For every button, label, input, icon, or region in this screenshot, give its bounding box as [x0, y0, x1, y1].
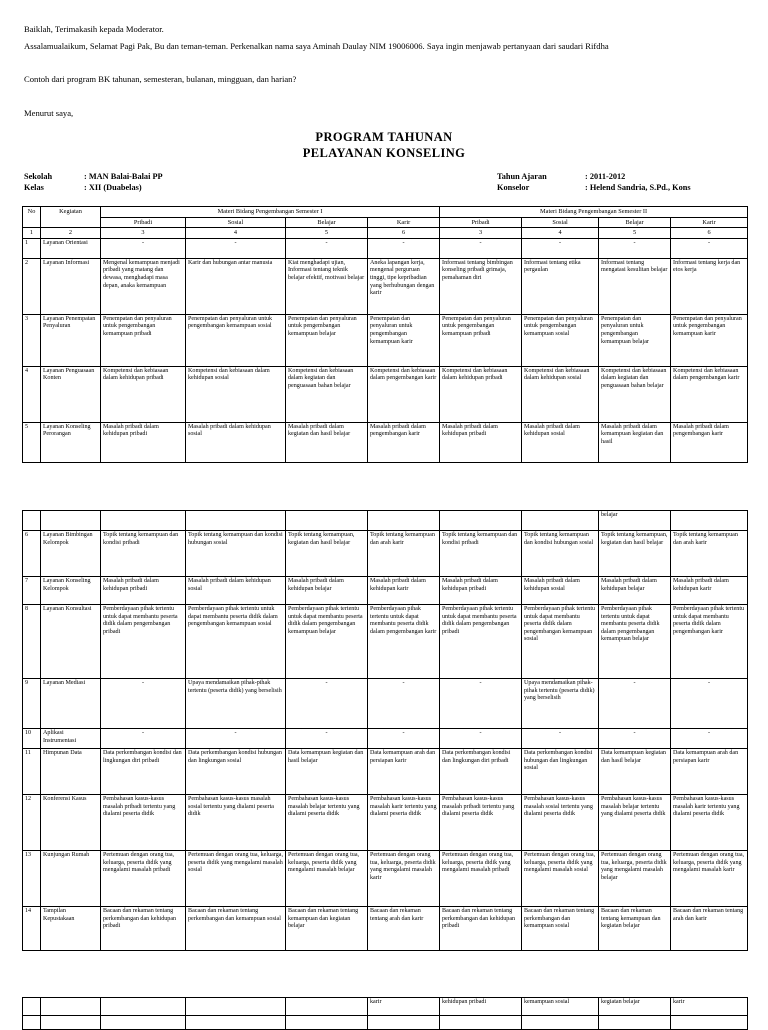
table-cell: Pemberdayaan pihak tertentu untuk dapat membantu peserta didik dalam pengembangan kemampuan belajar [599, 605, 671, 679]
table-row [23, 1016, 748, 1030]
table-row [23, 238, 748, 258]
table-cell: Topik tentang kemampuan, kegiatan dan hasil belajar [286, 531, 368, 577]
table-cell: Masalah pribadi dalam kehidupan pribadi [440, 422, 522, 462]
table-cell: Pemberdayaan pihak tertentu untuk dapat membantu peserta didik dalam pengembangan karir [671, 605, 748, 679]
table-cell: - [368, 238, 440, 258]
table-row [23, 749, 748, 795]
header-number: 2 [41, 228, 101, 239]
header-semester-1: Materi Bidang Pengembangan Semester I [101, 207, 440, 218]
kegiatan-name: Layanan Konsultasi [41, 605, 101, 679]
table-row [23, 729, 748, 749]
program-table-page-3 [22, 997, 748, 1030]
header-number: 6 [671, 228, 748, 239]
table-cell: Data perkembangan kondisi hubungan dan lingkungan sosial [186, 749, 286, 795]
header-number: 1 [23, 228, 41, 239]
kegiatan-name: Layanan Mediasi [41, 679, 101, 729]
document-subtitle: PELAYANAN KONSELING [302, 146, 466, 160]
table-row [23, 422, 748, 462]
table-cell: kegiatan belajar [599, 998, 671, 1016]
table-cell: Kompetensi dan kebiasaan dalam kehidupan pribadi [101, 366, 186, 422]
table-cell: Kompetensi dan kebiasaan dalam kegiatan dan penguasaan bahan belajar [286, 366, 368, 422]
table-cell: Topik tentang kemampuan, kegiatan dan hasil belajar [599, 531, 671, 577]
tahun-ajaran-label: Tahun Ajaran [497, 172, 547, 181]
table-cell: Kompetensi dan kebiasaan dalam pengembangan karir [671, 366, 748, 422]
table-cell: - [186, 238, 286, 258]
question-line: Contoh dari program BK tahunan, semesteran, bulanan, mingguan, dan harian? [24, 74, 297, 84]
table-cell: Upaya mendamaikan pihak-pihak tertentu (peserta didik) yang berselisih [522, 679, 599, 729]
table-cell: Data perkembangan kondisi dan lingkungan diri pribadi [101, 749, 186, 795]
table-cell: - [599, 238, 671, 258]
table-cell: Topik tentang kemampuan dan kondisi pribadi [101, 531, 186, 577]
table-cell: Masalah pribadi dalam kehidupan pribadi [101, 577, 186, 605]
table-cell: Bacaan dan rekaman tentang perkembangan dan kemampuan sosial [186, 907, 286, 951]
table-cell: Mengenal kemampuan menjadi pribadi yang matang dan dewasa, menghadapi masa depan, anaka kemampuan [101, 258, 186, 314]
table-cell: belajar [599, 511, 671, 531]
table-cell: Pertemuan dengan orang tua, keluarga, peserta didik yang mengalami masalah sosial [186, 851, 286, 907]
table-cell: Masalah pribadi dalam kehidupan karir [671, 577, 748, 605]
table-cell: Masalah pribadi dalam kehidupan sosial [186, 422, 286, 462]
table-cell: - [286, 729, 368, 749]
kegiatan-name: Himpunan Data [41, 749, 101, 795]
table-cell: Bacaan dan rekaman tentang arah dan karir [671, 907, 748, 951]
row-number: 1 [23, 238, 41, 258]
kegiatan-name: Konferensi Kasus [41, 795, 101, 851]
table-cell: Masalah pribadi dalam kehidupan belajar [599, 577, 671, 605]
table-cell: - [522, 729, 599, 749]
table-cell: Informasi tentang bimbingan konseling pribadi grimaja, pemahaman diri [440, 258, 522, 314]
header-col-belajar: Belajar [599, 217, 671, 228]
kegiatan-name: Aplikasi Instrumentasi [41, 729, 101, 749]
table-cell: - [440, 238, 522, 258]
row-number: 10 [23, 729, 41, 749]
table-row [23, 605, 748, 679]
table-cell: - [368, 679, 440, 729]
table-cell: - [440, 729, 522, 749]
program-table-page-1 [22, 206, 748, 463]
table-cell: Topik tentang kemampuan dan arah karir [368, 531, 440, 577]
table-cell: Data perkembangan kondisi hubungan dan lingkungan sosial [522, 749, 599, 795]
table-row [23, 577, 748, 605]
kegiatan-name: Layanan Orientasi [41, 238, 101, 258]
greeting-line: Baiklah, Terimakasih kepada Moderator. [24, 24, 164, 34]
row-number: 6 [23, 531, 41, 577]
table-cell: Informasi tentang mengatasi kesulitan belajar [599, 258, 671, 314]
answer-lead-line: Menurut saya, [24, 108, 74, 118]
table-cell: Penempatan dan penyaluran untuk pengembangan kemampuan sosial [522, 314, 599, 366]
row-number: 14 [23, 907, 41, 951]
table-cell: Pertemuan dengan orang tua, keluarga, peserta didik yang mengalami masalah pribadi [440, 851, 522, 907]
table-cell: Masalah pribadi dalam kemampuan kegiatan dan hasil [599, 422, 671, 462]
table-cell: Penempatan dan penyaluran untuk pengembangan kemampuan pribadi [440, 314, 522, 366]
table-cell: Kompetensi dan kebiasaan dalam pengembangan karir [368, 366, 440, 422]
table-cell: Masalah pribadi dalam kehidupan pribadi [101, 422, 186, 462]
table-cell: Pemberdayaan pihak tertentu untuk dapat membantu peserta didik dalam pengembangan kemampuan belajar [286, 605, 368, 679]
table-cell: Informasi tentang kerja dan etos kerja [671, 258, 748, 314]
table-cell: Pembahasan kasus-kasus masalah sosial tertentu yang dialami peserta didik [522, 795, 599, 851]
table-cell: karir [368, 998, 440, 1016]
table-cell: Pertemuan dengan orang tua, keluarga, peserta didik yang mengalami masalah sosial [522, 851, 599, 907]
table-cell: Data perkembangan kondisi dan lingkungan diri pribadi [440, 749, 522, 795]
table-cell: Pembahasan kasus-kasus masalah pribadi tertentu yang dialami peserta didik [440, 795, 522, 851]
table-cell: Kiat menghadapi ujian, Informasi tentang teknik belajar efektif, motivasi belajar [286, 258, 368, 314]
table-cell: Bacaan dan rekaman tentang arah dan karir [368, 907, 440, 951]
header-number-row [23, 228, 748, 239]
table-row [23, 795, 748, 851]
table-cell: Penempatan dan penyaluran untuk pengembangan kemampuan karir [368, 314, 440, 366]
table-cell: Pemberdayaan pihak tertentu untuk dapat membantu peserta didik dalam pengembangan pribadi [101, 605, 186, 679]
table-cell: kemampuan sosial [522, 998, 599, 1016]
sekolah-value: : MAN Balai-Balai PP [84, 172, 163, 181]
header-semester-2: Materi Bidang Pengembangan Semester II [440, 207, 748, 218]
table-cell: - [101, 729, 186, 749]
table-cell: Bacaan dan rekaman tentang perkembangan dan kemampuan sosial [522, 907, 599, 951]
table-cell: Masalah pribadi dalam kegiatan dan hasil belajar [286, 422, 368, 462]
header-number: 3 [440, 228, 522, 239]
table-cell: Masalah pribadi dalam kehidupan pribadi [440, 577, 522, 605]
table-cell: Data kemampuan arah dan persiapan karir [671, 749, 748, 795]
table-cell: Bacaan dan rekaman tentang kemampuan dan kegiatan belajar [286, 907, 368, 951]
table-cell: - [599, 679, 671, 729]
kegiatan-name: Tampilan Kepustakaan [41, 907, 101, 951]
row-number: 2 [23, 258, 41, 314]
row-number: 12 [23, 795, 41, 851]
header-col-karir: Karir [671, 217, 748, 228]
table-cell: Penempatan dan penyaluran untuk pengembangan kemampuan pribadi [101, 314, 186, 366]
table-cell: - [440, 679, 522, 729]
table-cell: karir [671, 998, 748, 1016]
table-cell: Masalah pribadi dalam pengembangan karir [368, 422, 440, 462]
table-cell: Bacaan dan rekaman tentang perkembangan dan kehidupan pribadi [101, 907, 186, 951]
kelas-label: Kelas [24, 183, 44, 192]
table-cell: Pertemuan dengan orang tua, keluarga, peserta didik yang mengalami masalah pribadi [101, 851, 186, 907]
table-cell: Masalah pribadi dalam pengembangan karir [671, 422, 748, 462]
table-cell: - [186, 729, 286, 749]
table-cell: Bacaan dan rekaman tentang kemampuan dan kegiatan belajar [599, 907, 671, 951]
header-col-belajar: Belajar [286, 217, 368, 228]
table-cell: Pemberdayaan pihak tertentu untuk dapat membantu peserta didik dalam pengembangan pribadi [440, 605, 522, 679]
document-title: PROGRAM TAHUNAN [315, 130, 453, 144]
table-cell: Data kemampuan kegiatan dan hasil belajar [599, 749, 671, 795]
table-cell: Karir dan hubungan antar manusia [186, 258, 286, 314]
table-cell: Kompetensi dan kebiasaan dalam kegiatan dan penguasaan bahan belajar [599, 366, 671, 422]
row-number: 3 [23, 314, 41, 366]
row-number: 11 [23, 749, 41, 795]
table-cell: Penempatan dan penyaluran untuk pengembangan kemampuan karir [671, 314, 748, 366]
konselor-value: : Helend Sandria, S.Pd., Kons [585, 183, 691, 192]
table-cell: - [599, 729, 671, 749]
row-number: 9 [23, 679, 41, 729]
tahun-ajaran-value: : 2011-2012 [585, 172, 626, 181]
table-cell: Data kemampuan arah dan persiapan karir [368, 749, 440, 795]
table-cell: Data kemampuan kegiatan dan hasil belajar [286, 749, 368, 795]
kelas-value: : XII (Duabelas) [84, 183, 142, 192]
table-cell: Pertemuan dengan orang tua, keluarga, peserta didik yang mengalami masalah belajar [286, 851, 368, 907]
table-cell: - [671, 238, 748, 258]
table-cell: Aneka lapangan kerja, mengenal perguruan tinggi, tipe kepribadian yang berhubungan dengan karir [368, 258, 440, 314]
row-number: 8 [23, 605, 41, 679]
header-number: 6 [368, 228, 440, 239]
table-row [23, 679, 748, 729]
kegiatan-name: Layanan Penguasaan Konten [41, 366, 101, 422]
table-cell: - [368, 729, 440, 749]
table-cell: Masalah pribadi dalam kehidupan karir [368, 577, 440, 605]
header-col-karir: Karir [368, 217, 440, 228]
row-number: 4 [23, 366, 41, 422]
table-cell: Pembahasan kasus-kasus masalah belajar tertentu yang dialami peserta didik [599, 795, 671, 851]
kegiatan-name: Layanan Konseling Kelompok [41, 577, 101, 605]
table-cell: Upaya mendamaikan pihak-pihak tertentu (peserta didik) yang berselisih [186, 679, 286, 729]
introduction-line: Assalamualaikum, Selamat Pagi Pak, Bu dan teman-teman. Perkenalkan nama saya Aminah Daulay NIM 19006006. Saya ingin menjawab pertanyaan dari saudari Rifdha [24, 41, 609, 51]
table-cell: Penempatan dan penyaluran untuk pengembangan kemampuan sosial [186, 314, 286, 366]
kegiatan-name: Layanan Penempatan Penyaluran [41, 314, 101, 366]
table-row [23, 907, 748, 951]
table-cell: Topik tentang kemampuan dan kondisi hubungan sosial [186, 531, 286, 577]
header-col-pribadi: Pribadi [440, 217, 522, 228]
table-cell: Penempatan dan penyaluran untuk pengembangan kemampuan belajar [599, 314, 671, 366]
header-number: 5 [286, 228, 368, 239]
table-cell: - [671, 729, 748, 749]
row-number: 5 [23, 422, 41, 462]
table-cell: Kompetensi dan kebiasaan dalam kehidupan pribadi [440, 366, 522, 422]
table-cell: Topik tentang kemampuan dan kondisi hubungan sosial [522, 531, 599, 577]
table-cell: Pembahasan kasus-kasus masalah sosial tertentu yang dialami peserta didik [186, 795, 286, 851]
header-col-sosial: Sosial [186, 217, 286, 228]
table-cell: - [286, 238, 368, 258]
table-cell: - [101, 238, 186, 258]
table-cell: Kompetensi dan kebiasaan dalam kehidupan sosial [186, 366, 286, 422]
table-cell: Pemberdayaan pihak tertentu untuk dapat membantu peserta didik dalam pengembangan kemampuan sosial [522, 605, 599, 679]
table-cell: Topik tentang kemampuan dan kondisi pribadi [440, 531, 522, 577]
table-cell: Pemberdayaan pihak tertentu untuk dapat membantu peserta didik dalam pengembangan karir [368, 605, 440, 679]
sekolah-label: Sekolah [24, 172, 53, 181]
table-cell: Masalah pribadi dalam kehidupan belajar [286, 577, 368, 605]
table-cell: - [286, 679, 368, 729]
header-number: 3 [101, 228, 186, 239]
table-cell: Pertemuan dengan orang tua, keluarga, peserta didik yang mengalami masalah belajar [599, 851, 671, 907]
table-row [23, 258, 748, 314]
header-number: 4 [186, 228, 286, 239]
table-cell: Masalah pribadi dalam kehidupan sosial [186, 577, 286, 605]
table-cell: Pembahasan kasus-kasus masalah karir tertentu yang dialami peserta didik [671, 795, 748, 851]
table-cell: Topik tentang kemampuan dan arah karir [671, 531, 748, 577]
carryover-row [23, 511, 748, 531]
table-cell: - [671, 679, 748, 729]
header-subrow [23, 217, 748, 228]
kegiatan-name: Layanan Konseling Perorangan [41, 422, 101, 462]
header-col-sosial: Sosial [522, 217, 599, 228]
table-cell: Pemberdayaan pihak tertentu untuk dapat membantu peserta didik dalam pengembangan kemampuan sosial [186, 605, 286, 679]
header-col-pribadi: Pribadi [101, 217, 186, 228]
program-table-page-2 [22, 510, 748, 951]
table-row [23, 531, 748, 577]
kegiatan-name: Kunjungan Rumah [41, 851, 101, 907]
header-number: 5 [599, 228, 671, 239]
table-row [23, 851, 748, 907]
table-cell: Pembahasan kasus-kasus masalah belajar tertentu yang dialami peserta didik [286, 795, 368, 851]
table-cell: Pembahasan kasus-kasus masalah pribadi tertentu yang dialami peserta didik [101, 795, 186, 851]
table-cell: Pembahasan kasus-kasus masalah karir tertentu yang dialami peserta didik [368, 795, 440, 851]
table-cell: Masalah pribadi dalam kehidupan sosial [522, 422, 599, 462]
table-cell: Pertemuan dengan orang tua, keluarga, peserta didik yang mengalami masalah karir [368, 851, 440, 907]
table-cell: Masalah pribadi dalam kehidupan sosial [522, 577, 599, 605]
konselor-label: Konselor [497, 183, 530, 192]
row-number: 13 [23, 851, 41, 907]
kegiatan-name: Layanan Bimbingan Kelompok [41, 531, 101, 577]
table-cell: - [522, 238, 599, 258]
table-cell: Informasi tentang etika pergaulan [522, 258, 599, 314]
table-cell: Bacaan dan rekaman tentang perkembangan dan kehidupan pribadi [440, 907, 522, 951]
header-kegiatan: Kegiatan [41, 207, 101, 228]
table-cell: Pertemuan dengan orang tua, keluarga, peserta didik yang mengalami masalah karir [671, 851, 748, 907]
header-no: No [23, 207, 41, 228]
table-cell: Penempatan dan penyaluran untuk pengembangan kemampuan belajar [286, 314, 368, 366]
header-number: 4 [522, 228, 599, 239]
table-cell: kehidupan pribadi [440, 998, 522, 1016]
header-row [23, 207, 748, 218]
kegiatan-name: Layanan Informasi [41, 258, 101, 314]
carryover-row [23, 998, 748, 1016]
table-cell: - [101, 679, 186, 729]
table-row [23, 314, 748, 366]
table-cell: Kompetensi dan kebiasaan dalam kehidupan sosial [522, 366, 599, 422]
row-number: 7 [23, 577, 41, 605]
table-row [23, 366, 748, 422]
